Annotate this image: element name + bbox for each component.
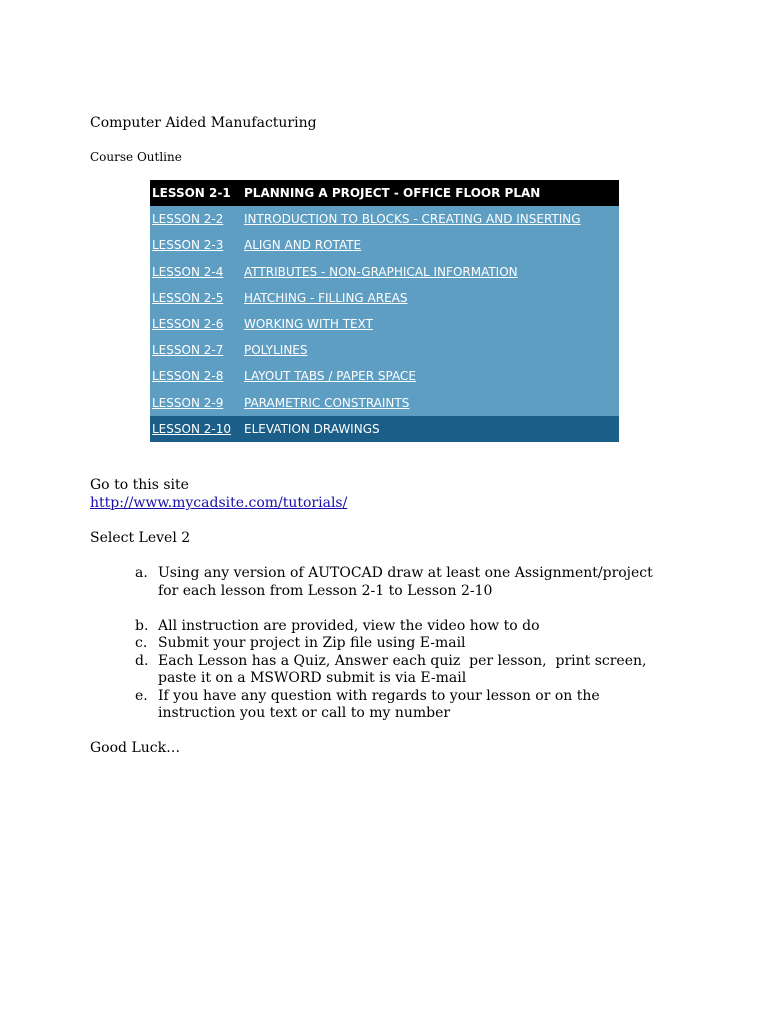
lesson-row-2-3 — [150, 232, 619, 258]
lesson-row-2-7 — [150, 337, 619, 363]
list-marker: e. — [135, 687, 148, 704]
lesson-code-link[interactable]: LESSON 2-3 — [152, 238, 224, 253]
document-title: Computer Aided Manufacturing — [90, 115, 317, 131]
lesson-title-link[interactable]: WORKING WITH TEXT — [244, 317, 373, 332]
list-marker: c. — [135, 635, 148, 651]
lesson-title-link[interactable]: INTRODUCTION TO BLOCKS - CREATING AND INSERTING — [244, 212, 581, 227]
instruction-text: If you have any question with regards to your lesson or on the — [158, 687, 600, 704]
lesson-code-link[interactable]: LESSON 2-9 — [152, 395, 224, 410]
lesson-row-2-10 — [150, 416, 619, 442]
lesson-row-2-4 — [150, 259, 619, 285]
instruction-item-b — [135, 618, 695, 636]
lesson-row-2-5 — [150, 285, 619, 311]
lesson-row-2-1 — [150, 180, 619, 206]
list-marker: a. — [135, 565, 148, 581]
lesson-code-link[interactable]: LESSON 2-6 — [152, 317, 224, 332]
lesson-title: ELEVATION DRAWINGS — [244, 421, 380, 436]
course-outline-heading: Course Outline — [90, 150, 182, 164]
closing-text: Good Luck… — [90, 740, 181, 756]
instruction-text: Submit your project in Zip file using E-mail — [158, 635, 466, 651]
lesson-code: LESSON 2-1 — [152, 186, 231, 201]
instruction-item-d — [135, 653, 695, 688]
instruction-text: Using any version of AUTOCAD draw at least one Assignment/project — [158, 565, 653, 581]
lesson-title-link[interactable]: LAYOUT TABS / PAPER SPACE — [244, 369, 416, 384]
instruction-list — [135, 565, 695, 723]
lesson-row-2-8 — [150, 363, 619, 389]
instruction-item-a — [135, 565, 695, 600]
lesson-title-link[interactable]: HATCHING - FILLING AREAS — [244, 290, 408, 305]
instruction-text: Each Lesson has a Quiz, Answer each quiz per lesson, print screen, — [158, 652, 647, 669]
lesson-code-link[interactable]: LESSON 2-10 — [152, 421, 231, 436]
instruction-text: All instruction are provided, view the video how to do — [158, 617, 540, 634]
lesson-title-link[interactable]: PARAMETRIC CONSTRAINTS — [244, 395, 410, 410]
lesson-code-link[interactable]: LESSON 2-8 — [152, 369, 224, 384]
lesson-table — [150, 180, 619, 442]
level-instruction: Select Level 2 — [90, 530, 191, 546]
lesson-code-link[interactable]: LESSON 2-5 — [152, 290, 224, 305]
lesson-code-link[interactable]: LESSON 2-4 — [152, 264, 224, 279]
lesson-row-2-6 — [150, 311, 619, 337]
instruction-text-continued: instruction you text or call to my number — [158, 705, 451, 721]
list-marker: b. — [135, 617, 149, 634]
lesson-title-link[interactable]: ATTRIBUTES - NON-GRAPHICAL INFORMATION — [244, 264, 518, 279]
instruction-text-continued: for each lesson from Lesson 2-1 to Lesson 2-10 — [158, 582, 493, 599]
list-marker: d. — [135, 652, 149, 669]
instruction-item-e — [135, 688, 695, 723]
tutorial-site-link[interactable]: http://www.mycadsite.com/tutorials/ — [90, 495, 348, 511]
lesson-title-link[interactable]: POLYLINES — [244, 343, 308, 358]
lesson-title: PLANNING A PROJECT - OFFICE FLOOR PLAN — [244, 186, 541, 201]
lesson-code-link[interactable]: LESSON 2-2 — [152, 212, 224, 227]
site-intro-text: Go to this site — [90, 477, 189, 493]
lesson-row-2-9 — [150, 390, 619, 416]
instruction-text-continued: paste it on a MSWORD submit is via E-mail — [158, 670, 467, 686]
lesson-code-link[interactable]: LESSON 2-7 — [152, 343, 224, 358]
instruction-item-c — [135, 635, 695, 653]
lesson-row-2-2 — [150, 206, 619, 232]
lesson-title-link[interactable]: ALIGN AND ROTATE — [244, 238, 362, 253]
